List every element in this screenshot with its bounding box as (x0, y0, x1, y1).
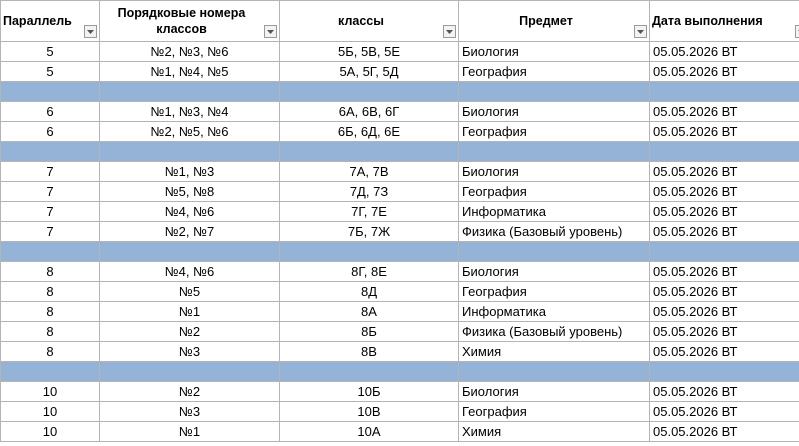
header-class-numbers (100, 1, 280, 42)
cell-subject[interactable]: География (459, 122, 650, 142)
table-row (1, 402, 799, 422)
cell-subject[interactable]: Химия (459, 422, 650, 442)
cell-classes[interactable]: 5А, 5Г, 5Д (280, 62, 459, 82)
cell-date[interactable]: 05.05.2026 ВТ (650, 342, 799, 362)
cell-class-numbers[interactable]: №5, №8 (100, 182, 280, 202)
table-row (1, 342, 799, 362)
separator-cell[interactable] (100, 242, 280, 262)
cell-class-numbers[interactable]: №4, №6 (100, 262, 280, 282)
cell-subject[interactable]: География (459, 402, 650, 422)
cell-subject[interactable]: Физика (Базовый уровень) (459, 222, 650, 242)
cell-parallel[interactable]: 8 (1, 262, 100, 282)
cell-classes[interactable]: 7Г, 7Е (280, 202, 459, 222)
cell-date[interactable]: 05.05.2026 ВТ (650, 162, 799, 182)
cell-classes[interactable]: 6Б, 6Д, 6Е (280, 122, 459, 142)
cell-subject[interactable]: Биология (459, 382, 650, 402)
cell-class-numbers[interactable]: №2, №3, №6 (100, 42, 280, 62)
cell-date[interactable]: 05.05.2026 ВТ (650, 322, 799, 342)
header-label: Порядковые номера классов (117, 6, 246, 36)
table-row (1, 222, 799, 242)
header-label: Предмет (519, 14, 573, 28)
cell-subject[interactable]: Информатика (459, 302, 650, 322)
cell-subject[interactable]: Биология (459, 102, 650, 122)
separator-cell[interactable] (280, 362, 459, 382)
separator-cell[interactable] (650, 242, 799, 262)
cell-date[interactable]: 05.05.2026 ВТ (650, 382, 799, 402)
separator-row (1, 242, 799, 262)
table-row (1, 422, 799, 442)
cell-classes[interactable]: 8В (280, 342, 459, 362)
cell-date[interactable]: 05.05.2026 ВТ (650, 422, 799, 442)
header-label: Дата выполнения (652, 14, 763, 28)
table-row (1, 42, 799, 62)
separator-row (1, 362, 799, 382)
header-classes (280, 1, 459, 42)
cell-parallel[interactable]: 7 (1, 202, 100, 222)
separator-cell[interactable] (100, 362, 280, 382)
cell-class-numbers[interactable]: №4, №6 (100, 202, 280, 222)
separator-cell[interactable] (1, 142, 100, 162)
header-label: Параллель (3, 14, 72, 28)
cell-class-numbers[interactable]: №3 (100, 342, 280, 362)
cell-classes[interactable]: 10В (280, 402, 459, 422)
filter-button-classes[interactable] (443, 25, 456, 38)
cell-class-numbers[interactable]: №3 (100, 402, 280, 422)
cell-classes[interactable]: 10Б (280, 382, 459, 402)
table-row (1, 302, 799, 322)
cell-subject[interactable]: Биология (459, 42, 650, 62)
table-row (1, 382, 799, 402)
filter-button-date[interactable] (795, 25, 799, 38)
filter-button-class-numbers[interactable] (264, 25, 277, 38)
header-subject (459, 1, 650, 42)
cell-classes[interactable]: 10А (280, 422, 459, 442)
cell-date[interactable]: 05.05.2026 ВТ (650, 402, 799, 422)
table-row (1, 202, 799, 222)
header-row (1, 1, 799, 42)
separator-cell[interactable] (1, 82, 100, 102)
cell-parallel[interactable]: 5 (1, 42, 100, 62)
cell-date[interactable]: 05.05.2026 ВТ (650, 302, 799, 322)
cell-classes[interactable]: 7А, 7В (280, 162, 459, 182)
cell-subject[interactable]: География (459, 182, 650, 202)
dropdown-arrow-icon (446, 30, 453, 34)
cell-class-numbers[interactable]: №2 (100, 382, 280, 402)
separator-cell[interactable] (459, 82, 650, 102)
cell-date[interactable]: 05.05.2026 ВТ (650, 202, 799, 222)
table-row (1, 262, 799, 282)
separator-cell[interactable] (650, 82, 799, 102)
table-row (1, 102, 799, 122)
cell-classes[interactable]: 5Б, 5В, 5Е (280, 42, 459, 62)
cell-date[interactable]: 05.05.2026 ВТ (650, 42, 799, 62)
cell-class-numbers[interactable]: №1, №3, №4 (100, 102, 280, 122)
separator-cell[interactable] (280, 142, 459, 162)
dropdown-arrow-icon (267, 30, 274, 34)
separator-row (1, 142, 799, 162)
separator-cell[interactable] (100, 82, 280, 102)
dropdown-arrow-icon (87, 30, 94, 34)
separator-cell[interactable] (650, 142, 799, 162)
table-row (1, 62, 799, 82)
separator-cell[interactable] (459, 362, 650, 382)
cell-class-numbers[interactable]: №1, №3 (100, 162, 280, 182)
separator-cell[interactable] (280, 82, 459, 102)
cell-class-numbers[interactable]: №2, №7 (100, 222, 280, 242)
cell-class-numbers[interactable]: №1 (100, 302, 280, 322)
separator-row (1, 82, 799, 102)
filter-button-subject[interactable] (634, 25, 647, 38)
cell-class-numbers[interactable]: №1, №4, №5 (100, 62, 280, 82)
cell-class-numbers[interactable]: №1 (100, 422, 280, 442)
header-label: классы (338, 14, 384, 28)
cell-classes[interactable]: 7Д, 7З (280, 182, 459, 202)
table-row (1, 322, 799, 342)
header-parallel (1, 1, 100, 42)
cell-classes[interactable]: 8А (280, 302, 459, 322)
table-row (1, 182, 799, 202)
cell-classes[interactable]: 8Г, 8Е (280, 262, 459, 282)
separator-cell[interactable] (459, 242, 650, 262)
cell-parallel[interactable]: 10 (1, 422, 100, 442)
separator-cell[interactable] (459, 142, 650, 162)
cell-parallel[interactable]: 10 (1, 382, 100, 402)
cell-date[interactable]: 05.05.2026 ВТ (650, 102, 799, 122)
cell-subject[interactable]: Биология (459, 262, 650, 282)
cell-classes[interactable]: 6А, 6В, 6Г (280, 102, 459, 122)
cell-subject[interactable]: Биология (459, 162, 650, 182)
table-row (1, 162, 799, 182)
cell-parallel[interactable]: 7 (1, 162, 100, 182)
cell-parallel[interactable]: 6 (1, 102, 100, 122)
filter-button-parallel[interactable] (84, 25, 97, 38)
separator-cell[interactable] (100, 142, 280, 162)
cell-parallel[interactable]: 8 (1, 342, 100, 362)
table-row (1, 122, 799, 142)
separator-cell[interactable] (280, 242, 459, 262)
cell-subject[interactable]: Информатика (459, 202, 650, 222)
separator-cell[interactable] (650, 362, 799, 382)
cell-class-numbers[interactable]: №2 (100, 322, 280, 342)
cell-parallel[interactable]: 5 (1, 62, 100, 82)
cell-parallel[interactable]: 8 (1, 282, 100, 302)
cell-classes[interactable]: 8Б (280, 322, 459, 342)
cell-parallel[interactable]: 6 (1, 122, 100, 142)
table-body (1, 42, 799, 442)
cell-date[interactable]: 05.05.2026 ВТ (650, 282, 799, 302)
cell-date[interactable]: 05.05.2026 ВТ (650, 262, 799, 282)
cell-date[interactable]: 05.05.2026 ВТ (650, 222, 799, 242)
cell-class-numbers[interactable]: №5 (100, 282, 280, 302)
cell-classes[interactable]: 8Д (280, 282, 459, 302)
cell-subject[interactable]: Физика (Базовый уровень) (459, 322, 650, 342)
cell-parallel[interactable]: 7 (1, 222, 100, 242)
cell-subject[interactable]: География (459, 282, 650, 302)
cell-parallel[interactable]: 8 (1, 302, 100, 322)
table-row (1, 282, 799, 302)
cell-class-numbers[interactable]: №2, №5, №6 (100, 122, 280, 142)
dropdown-arrow-icon (637, 30, 644, 34)
cell-subject[interactable]: География (459, 62, 650, 82)
cell-parallel[interactable]: 10 (1, 402, 100, 422)
cell-date[interactable]: 05.05.2026 ВТ (650, 62, 799, 82)
cell-parallel[interactable]: 7 (1, 182, 100, 202)
separator-cell[interactable] (1, 242, 100, 262)
cell-date[interactable]: 05.05.2026 ВТ (650, 182, 799, 202)
separator-cell[interactable] (1, 362, 100, 382)
cell-date[interactable]: 05.05.2026 ВТ (650, 122, 799, 142)
cell-classes[interactable]: 7Б, 7Ж (280, 222, 459, 242)
cell-parallel[interactable]: 8 (1, 322, 100, 342)
cell-subject[interactable]: Химия (459, 342, 650, 362)
header-date (650, 1, 799, 42)
